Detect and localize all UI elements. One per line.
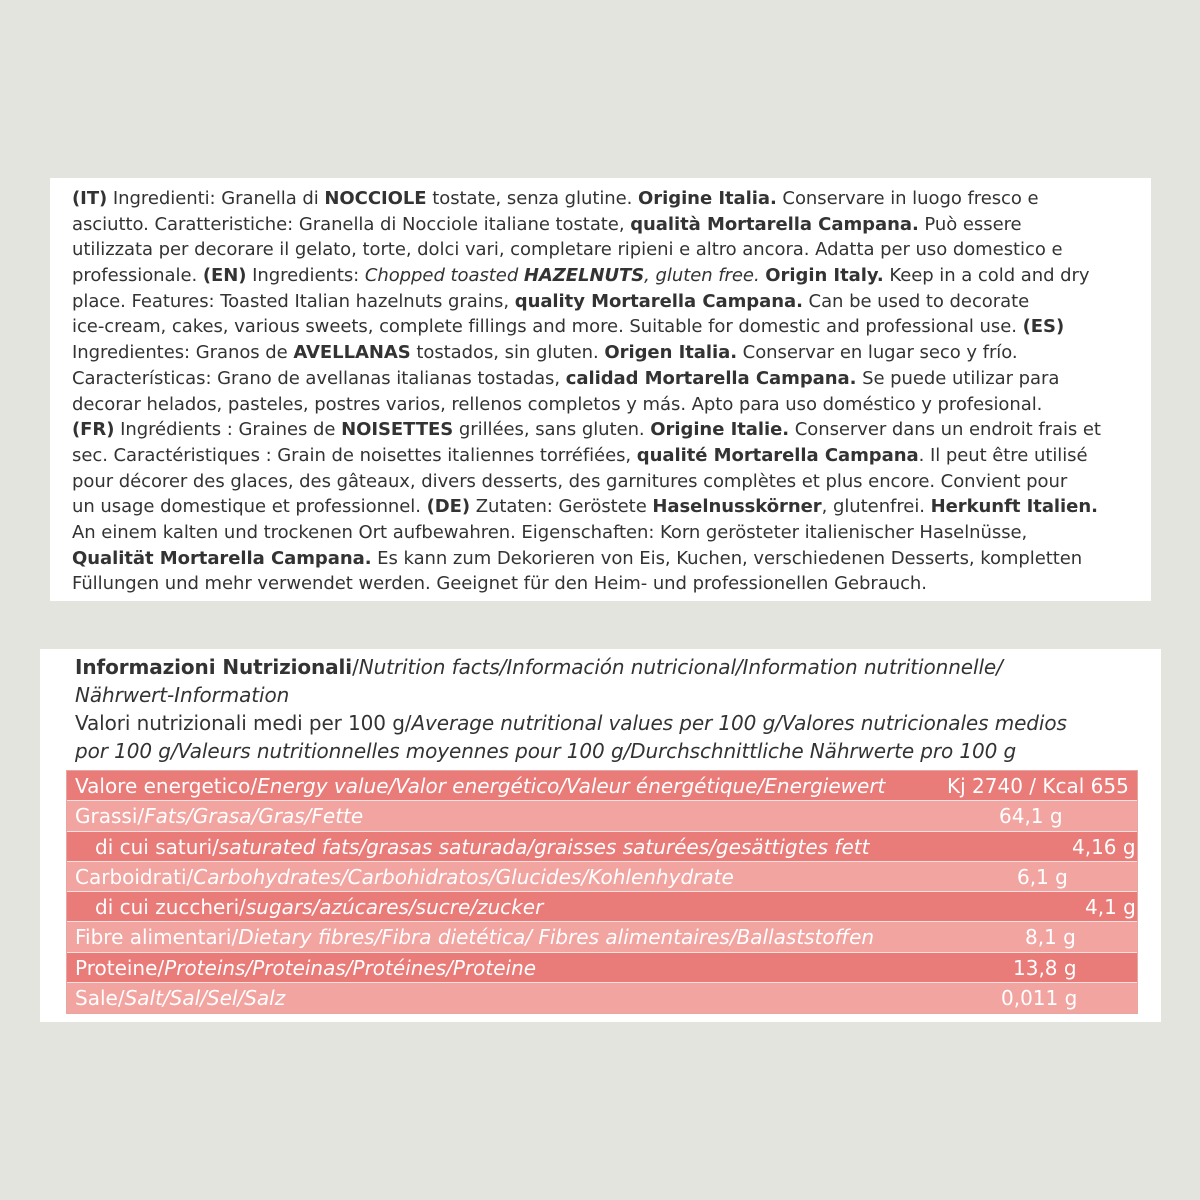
- ingredients-line: [72, 212, 1141, 238]
- nutrition-row: [67, 862, 1137, 892]
- ingredients-line: [72, 340, 1141, 366]
- text-segment: (IT): [72, 188, 108, 209]
- nutrition-row: [67, 892, 1137, 922]
- nutrient-value: 4,1 g: [1085, 895, 1136, 920]
- text-segment: un usage domestique et professionnel.: [72, 496, 427, 518]
- nutrient-label: [95, 832, 869, 862]
- nutrient-value: 64,1 g: [999, 804, 1063, 829]
- text-segment: professionale.: [72, 265, 203, 287]
- ingredients-line: [72, 392, 1141, 418]
- text-segment: Informazioni Nutrizionali: [75, 655, 353, 679]
- text-segment: Dietary fibres/Fibra dietética/ Fibres alimentaires/Ballaststoffen: [238, 925, 875, 950]
- nutrition-row: [67, 832, 1137, 862]
- text-segment: (FR): [72, 419, 115, 441]
- text-segment: Herkunft Italien.: [930, 496, 1098, 518]
- text-segment: tostados, sin gluten.: [410, 342, 605, 364]
- text-segment: Ingredienti: Granella di: [107, 188, 325, 209]
- nutrient-value: 6,1 g: [1017, 864, 1068, 889]
- ingredients-line: [72, 520, 1141, 546]
- ingredients-panel: [50, 178, 1151, 601]
- nutrition-header: [75, 653, 1161, 765]
- text-segment: Può essere: [918, 213, 1022, 235]
- nutrient-value: 13,8 g: [1013, 955, 1077, 980]
- nutrition-title-line: [75, 681, 1161, 709]
- text-segment: Conserver dans un endroit frais et: [789, 419, 1101, 441]
- ingredients-line: [72, 546, 1141, 572]
- ingredients-line: [72, 571, 1141, 597]
- nutrition-row: [67, 953, 1137, 983]
- text-segment: /: [352, 655, 359, 679]
- nutrition-row: [67, 983, 1137, 1013]
- text-segment: pour décorer des glaces, des gâteaux, divers desserts, des garnitures complètes et plus encore. Convient pour: [72, 470, 1068, 492]
- text-segment: grillées, sans gluten.: [453, 419, 651, 441]
- text-segment: ice-cream, cakes, various sweets, complete fillings and more. Suitable for domestic and professional use.: [72, 316, 1023, 338]
- text-segment: quality Mortarella Campana.: [514, 290, 803, 312]
- text-segment: (ES): [1022, 316, 1065, 338]
- text-segment: Nährwert-Information: [75, 683, 290, 707]
- nutrient-label: [75, 983, 285, 1013]
- text-segment: Can be used to decorate: [802, 290, 1030, 312]
- ingredients-line: [72, 263, 1141, 289]
- nutrient-label: [75, 953, 536, 983]
- text-segment: utilizzata per decorare il gelato, torte, dolci vari, completare ripieni e altro ancora. Adatta per uso domestico e: [72, 239, 1063, 261]
- nutrition-row: [67, 922, 1137, 952]
- nutrition-subtitle-line: [75, 709, 1161, 737]
- nutrition-row: [67, 771, 1137, 801]
- text-segment: qualité Mortarella Campana: [636, 444, 919, 466]
- text-segment: tostate, senza glutine.: [426, 188, 639, 209]
- text-segment: calidad Mortarella Campana.: [565, 367, 857, 389]
- text-segment: Conservare in luogo fresco e: [776, 188, 1039, 209]
- nutrition-panel: [40, 649, 1161, 1022]
- text-segment: Chopped toasted: [364, 265, 524, 287]
- text-segment: Fibre alimentari/: [75, 925, 239, 950]
- ingredients-line: [72, 237, 1141, 263]
- nutrition-title-line: [75, 653, 1161, 681]
- text-segment: Average nutritional values per 100 g/Valores nutricionales medios: [411, 711, 1067, 735]
- text-segment: Zutaten: Geröstete: [470, 496, 653, 518]
- text-segment: Proteine/: [75, 955, 165, 980]
- text-segment: por 100 g/Valeurs nutritionnelles moyennes pour 100 g/Durchschnittliche Nährwerte pro 100 g: [75, 739, 1017, 763]
- nutrient-label: [75, 801, 363, 831]
- text-segment: Grassi/: [75, 804, 145, 829]
- text-segment: qualità Mortarella Campana.: [630, 213, 919, 235]
- text-segment: Sale/: [75, 986, 125, 1011]
- text-segment: Keep in a cold and dry: [883, 265, 1090, 287]
- text-segment: Ingredientes: Granos de: [72, 342, 294, 364]
- text-segment: HAZELNUTS: [523, 265, 645, 287]
- text-segment: An einem kalten und trockenen Ort aufbewahren. Eigenschaften: Korn gerösteter italienischer Haselnüsse,: [72, 521, 1028, 543]
- text-segment: . Il peut être utilisé: [918, 444, 1088, 466]
- text-segment: saturated fats/grasas saturada/graisses saturées/gesättigtes fett: [218, 834, 870, 859]
- text-segment: Qualität Mortarella Campana.: [72, 547, 372, 569]
- text-segment: di cui zuccheri/: [95, 895, 246, 920]
- nutrient-value: Kj 2740 / Kcal 655: [947, 774, 1129, 798]
- nutrient-value: 4,16 g: [1072, 834, 1136, 859]
- nutrition-row: [67, 801, 1137, 831]
- text-segment: Origine Italia.: [638, 188, 777, 209]
- text-segment: Fats/Grasa/Gras/Fette: [144, 804, 364, 829]
- ingredients-line: [72, 443, 1141, 469]
- nutrition-subtitle-line: [75, 737, 1161, 765]
- text-segment: Energy value/Valor energético/Valeur énergétique/Energiewert: [257, 774, 886, 798]
- nutrient-label: [95, 892, 543, 922]
- text-segment: Origen Italia.: [604, 342, 737, 364]
- text-segment: (EN): [202, 265, 247, 287]
- text-segment: , gluten free.: [644, 265, 766, 287]
- text-segment: decorar helados, pasteles, postres varios, rellenos completos y más. Apto para uso doméstico y profesional.: [72, 393, 1043, 415]
- text-segment: AVELLANAS: [293, 342, 411, 364]
- nutrient-value: 0,011 g: [1001, 986, 1078, 1011]
- ingredients-line: [72, 289, 1141, 315]
- ingredients-line: [72, 417, 1141, 443]
- text-segment: sugars/azúcares/sucre/zucker: [245, 895, 544, 920]
- text-segment: di cui saturi/: [95, 834, 219, 859]
- ingredients-line: [72, 314, 1141, 340]
- nutrient-value: 8,1 g: [1025, 925, 1076, 950]
- text-segment: (DE): [426, 496, 471, 518]
- text-segment: NOISETTES: [341, 419, 454, 441]
- text-segment: Carboidrati/: [75, 864, 194, 889]
- text-segment: Valori nutrizionali medi per 100 g/: [75, 711, 412, 735]
- text-segment: Origine Italie.: [650, 419, 790, 441]
- text-segment: Valore energetico/: [75, 774, 258, 798]
- text-segment: Ingredients:: [246, 265, 365, 287]
- text-segment: place. Features: Toasted Italian hazelnuts grains,: [72, 290, 515, 312]
- ingredients-line: [72, 366, 1141, 392]
- text-segment: Origin Italy.: [765, 265, 884, 287]
- text-segment: sec. Caractéristiques : Grain de noisettes italiennes torréfiées,: [72, 444, 637, 466]
- text-segment: Conservar en lugar seco y frío.: [737, 342, 1018, 364]
- text-segment: Haselnusskörner: [652, 496, 822, 518]
- nutrient-label: [75, 862, 734, 892]
- ingredients-line: [72, 494, 1141, 520]
- text-segment: Se puede utilizar para: [856, 367, 1060, 389]
- text-segment: NOCCIOLE: [324, 188, 427, 209]
- nutrient-label: [75, 922, 874, 952]
- ingredients-line: [72, 186, 1141, 212]
- ingredients-line: [72, 469, 1141, 495]
- text-segment: Es kann zum Dekorieren von Eis, Kuchen, verschiedenen Desserts, kompletten: [371, 547, 1083, 569]
- text-segment: Características: Grano de avellanas italianas tostadas,: [72, 367, 566, 389]
- text-segment: , glutenfrei.: [821, 496, 931, 518]
- text-segment: Carbohydrates/Carbohidratos/Glucides/Kohlenhydrate: [193, 864, 734, 889]
- text-segment: Ingrédients : Graines de: [114, 419, 342, 441]
- text-segment: Füllungen und mehr verwendet werden. Geeignet für den Heim- und professionellen Gebrauch.: [72, 573, 927, 595]
- text-segment: Salt/Sal/Sel/Salz: [124, 986, 286, 1011]
- nutrition-table: [66, 770, 1138, 1014]
- nutrient-label: [75, 771, 885, 801]
- text-segment: Proteins/Proteinas/Protéines/Proteine: [164, 955, 537, 980]
- text-segment: Nutrition facts/Información nutricional/Information nutritionnelle/: [358, 655, 1003, 679]
- text-segment: asciutto. Caratteristiche: Granella di Nocciole italiane tostate,: [72, 213, 631, 235]
